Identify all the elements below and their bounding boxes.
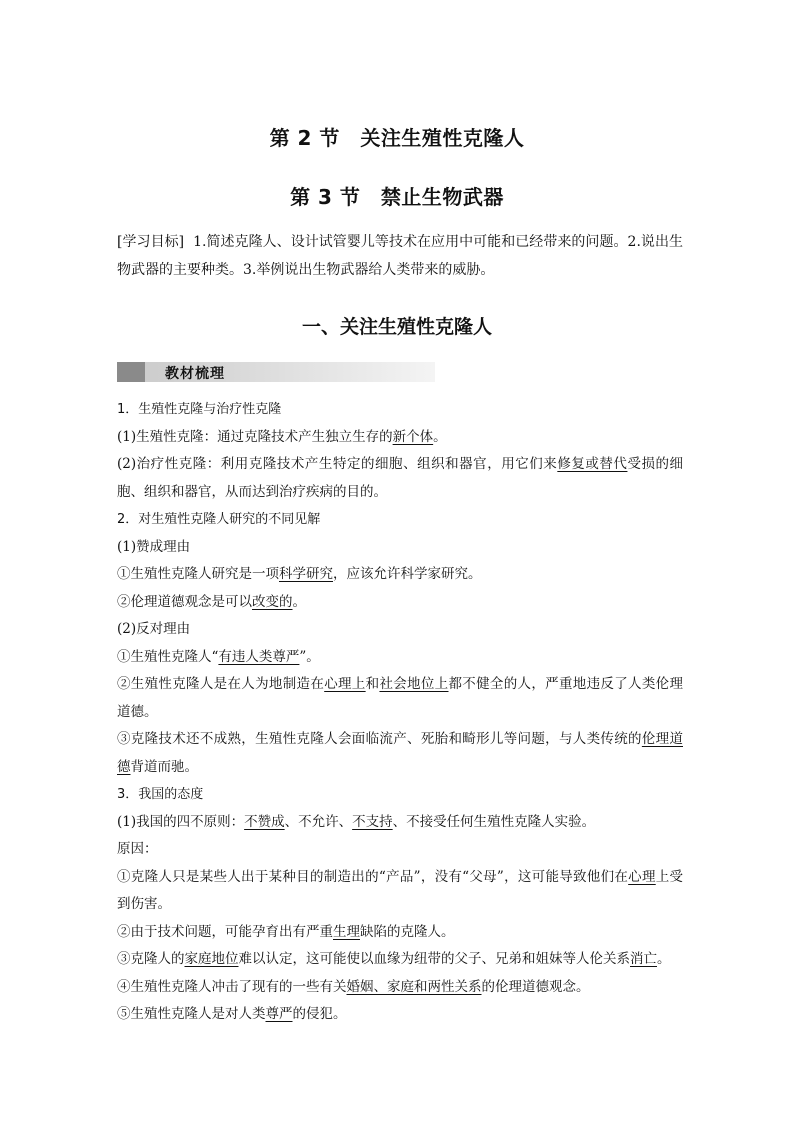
underlined-answer: 有违人类尊严 xyxy=(218,648,300,665)
paragraph xyxy=(117,1001,683,1029)
heading-3: 3．我国的态度 xyxy=(117,787,204,802)
text: (1)我国的四不原则： xyxy=(117,813,245,830)
text: 的侵犯。 xyxy=(292,1006,347,1022)
underlined-answer: 伦理道德 xyxy=(117,731,683,775)
text: (1)生殖性克隆：通过克隆技术产生独立生存的 xyxy=(117,428,393,445)
content-body xyxy=(117,396,683,1029)
paragraph xyxy=(117,561,683,589)
underlined-answer: 生理 xyxy=(333,923,360,940)
text: ①生殖性克隆人研究是一项 xyxy=(117,566,279,582)
textbook-review-banner xyxy=(117,362,435,382)
paragraph: 原因： xyxy=(117,841,158,857)
part-heading: 一、关注生殖性克隆人 xyxy=(301,316,492,338)
text: ②由于技术问题，可能孕育出有严重 xyxy=(117,923,333,940)
heading-1: 1．生殖性克隆与治疗性克隆 xyxy=(117,402,282,417)
objectives-label: [学习目标] xyxy=(117,234,185,250)
text: 背道而驰。 xyxy=(130,758,198,775)
text: ②生殖性克隆人是在人为地制造在 xyxy=(117,676,325,692)
text: 缺陷的克隆人。 xyxy=(360,923,455,940)
objectives-text: 1.简述克隆人、设计试管婴儿等技术在应用中可能和已经带来的问题。2.说出生物武器的主要种类。3.举例说出生物武器给人类带来的威胁。 xyxy=(117,234,683,278)
paragraph xyxy=(117,946,683,974)
underlined-answer: 心理上 xyxy=(324,676,366,692)
banner-lead-block xyxy=(117,362,145,382)
section-3-title: 第 3 节 禁止生物武器 xyxy=(290,185,504,209)
text: 的伦理道德观念。 xyxy=(481,978,590,995)
underlined-answer: 改变的 xyxy=(252,593,293,610)
text: ，应该允许科学家研究。 xyxy=(333,566,482,582)
paragraph xyxy=(117,919,683,947)
text: 、不接受任何生殖性克隆人实验。 xyxy=(392,813,596,830)
underlined-answer: 新个体 xyxy=(392,428,434,445)
underlined-answer: 家庭地位 xyxy=(184,951,239,967)
text: 、不允许、 xyxy=(284,813,353,830)
paragraph xyxy=(117,671,683,726)
underlined-answer: 修复或替代 xyxy=(557,456,628,472)
text: 。 xyxy=(292,593,306,610)
text: ②伦理道德观念是可以 xyxy=(117,593,252,610)
section-2-title: 第 2 节 关注生殖性克隆人 xyxy=(269,126,525,150)
paragraph xyxy=(117,424,683,452)
heading-2: 2．对生殖性克隆人研究的不同见解 xyxy=(117,512,321,527)
text: 上受到伤害。 xyxy=(117,868,684,912)
paragraph xyxy=(117,589,683,617)
underlined-answer: 心理 xyxy=(628,868,656,885)
text: 和 xyxy=(365,676,380,692)
text: 。 xyxy=(433,428,447,445)
underlined-answer: 不赞成 xyxy=(244,813,285,830)
text: ③克隆技术还不成熟，生殖性克隆人会面临流产、死胎和畸形儿等问题，与人类传统的 xyxy=(117,731,642,747)
text: ③克隆人的 xyxy=(117,951,185,967)
underlined-answer: 社会地位上 xyxy=(379,676,449,692)
text: 。 xyxy=(657,951,671,967)
text: ”。 xyxy=(299,648,320,665)
banner-label: 教材梳理 xyxy=(165,366,225,382)
paragraph: (2)反对理由 xyxy=(117,621,191,637)
text: ①生殖性克隆人“ xyxy=(117,648,219,665)
underlined-answer: 尊严 xyxy=(265,1006,293,1022)
paragraph xyxy=(117,451,683,506)
underlined-answer: 消亡 xyxy=(630,951,657,967)
underlined-answer: 婚姻、家庭和两性关系 xyxy=(346,978,482,995)
text: ⑤生殖性克隆人是对人类 xyxy=(117,1006,266,1022)
text: (2)治疗性克隆：利用克隆技术产生特定的细胞、组织和器官，用它们来 xyxy=(117,456,558,472)
paragraph xyxy=(117,726,683,781)
text: 受损的细胞、组织和器官，从而达到治疗疾病的目的。 xyxy=(117,456,684,500)
text: ④生殖性克隆人冲击了现有的一些有关 xyxy=(117,978,347,995)
paragraph xyxy=(117,974,683,1002)
paragraph xyxy=(117,644,683,672)
paragraph xyxy=(117,809,683,837)
learning-objectives xyxy=(117,228,683,284)
underlined-answer: 科学研究 xyxy=(279,566,333,582)
text: 难以认定，这可能使以血缘为纽带的父子、兄弟和姐妹等人伦关系 xyxy=(238,951,630,967)
paragraph xyxy=(117,864,683,919)
text: 都不健全的人，严重地违反了人类伦理道德。 xyxy=(117,676,683,720)
underlined-answer: 不支持 xyxy=(352,813,393,830)
text: ①克隆人只是某些人出于某种目的制造出的“产品”，没有“父母”，这可能导致他们在 xyxy=(117,868,629,885)
paragraph: (1)赞成理由 xyxy=(117,538,191,555)
